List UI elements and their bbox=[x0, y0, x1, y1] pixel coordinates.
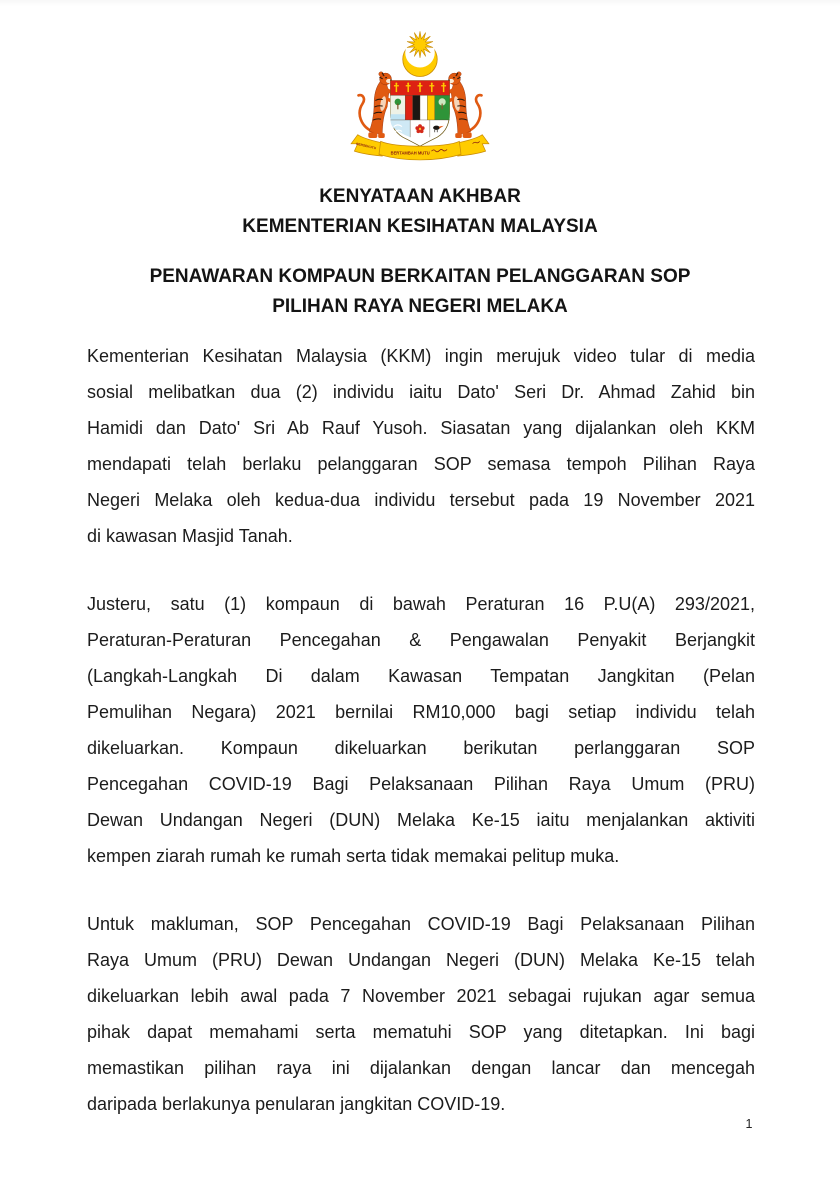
text-line: mendapati telah berlaku pelanggaran SOP semasa tempoh Pilihan Raya bbox=[87, 454, 755, 474]
text-line: Untuk makluman, SOP Pencegahan COVID-19 Bagi Pelaksanaan Pilihan bbox=[87, 914, 755, 934]
text-line: pihak dapat memahami serta mematuhi SOP yang ditetapkan. Ini bagi bbox=[87, 1022, 755, 1042]
motto-text-center: BERTAMBAH MUTU bbox=[390, 150, 430, 156]
motto-text-left: BERSEKUTU bbox=[355, 141, 377, 151]
text-line: kempen ziarah rumah ke rumah serta tidak memakai pelitup muka. bbox=[87, 846, 620, 866]
text-line: sosial melibatkan dua (2) individu iaitu Dato' Seri Dr. Ahmad Zahid bin bbox=[87, 382, 755, 402]
shield bbox=[390, 81, 449, 147]
tiger-supporter-left bbox=[359, 72, 393, 138]
text-line: Hamidi dan Dato' Sri Ab Rauf Yusoh. Siasatan yang dijalankan oleh KKM bbox=[87, 418, 755, 438]
document-title bbox=[0, 262, 840, 322]
title-line-2: PILIHAN RAYA NEGERI MELAKA bbox=[272, 296, 568, 317]
text-line: di kawasan Masjid Tanah. bbox=[87, 526, 293, 546]
header-line-2: KEMENTERIAN KESIHATAN MALAYSIA bbox=[242, 216, 598, 237]
crest-container bbox=[0, 28, 840, 166]
text-line: memastikan pilihan raya ini dijalankan dengan lancar dan mencegah bbox=[87, 1058, 755, 1078]
document-body bbox=[87, 338, 755, 1154]
text-line: Raya Umum (PRU) Dewan Undangan Negeri (DUN) Melaka Ke-15 telah bbox=[87, 950, 755, 970]
text-line: Peraturan-Peraturan Pencegahan & Pengawalan Penyakit Berjangkit bbox=[87, 630, 755, 650]
text-line: (Langkah-Langkah Di dalam Kawasan Tempatan Jangkitan (Pelan bbox=[87, 666, 755, 686]
text-line: dikeluarkan lebih awal pada 7 November 2021 sebagai rujukan agar semua bbox=[87, 986, 755, 1006]
paragraph bbox=[87, 906, 755, 1122]
header-line-1: KENYATAAN AKHBAR bbox=[319, 186, 521, 207]
text-line: dikeluarkan. Kompaun dikeluarkan berikutan perlanggaran SOP bbox=[87, 738, 755, 758]
text-line: Dewan Undangan Negeri (DUN) Melaka Ke-15 iaitu menjalankan aktiviti bbox=[87, 810, 755, 830]
tiger-supporter-right bbox=[448, 72, 482, 138]
title-line-1: PENAWARAN KOMPAUN BERKAITAN PELANGGARAN SOP bbox=[149, 266, 691, 287]
text-line: Pencegahan COVID-19 Bagi Pelaksanaan Pilihan Raya Umum (PRU) bbox=[87, 774, 755, 794]
paragraph bbox=[87, 586, 755, 874]
text-line: Justeru, satu (1) kompaun di bawah Peraturan 16 P.U(A) 293/2021, bbox=[87, 594, 755, 614]
text-line: daripada berlakunya penularan jangkitan COVID-19. bbox=[87, 1094, 506, 1114]
text-line: Kementerian Kesihatan Malaysia (KKM) ingin merujuk video tular di media bbox=[87, 346, 755, 366]
text-line: Negeri Melaka oleh kedua-dua individu tersebut pada 19 November 2021 bbox=[87, 490, 755, 510]
press-statement-header bbox=[0, 182, 840, 242]
paragraph bbox=[87, 338, 755, 554]
text-line: Pemulihan Negara) 2021 bernilai RM10,000 bagi setiap individu telah bbox=[87, 702, 755, 722]
page-number: 1 bbox=[745, 1117, 753, 1131]
malaysia-coat-of-arms bbox=[338, 28, 502, 166]
